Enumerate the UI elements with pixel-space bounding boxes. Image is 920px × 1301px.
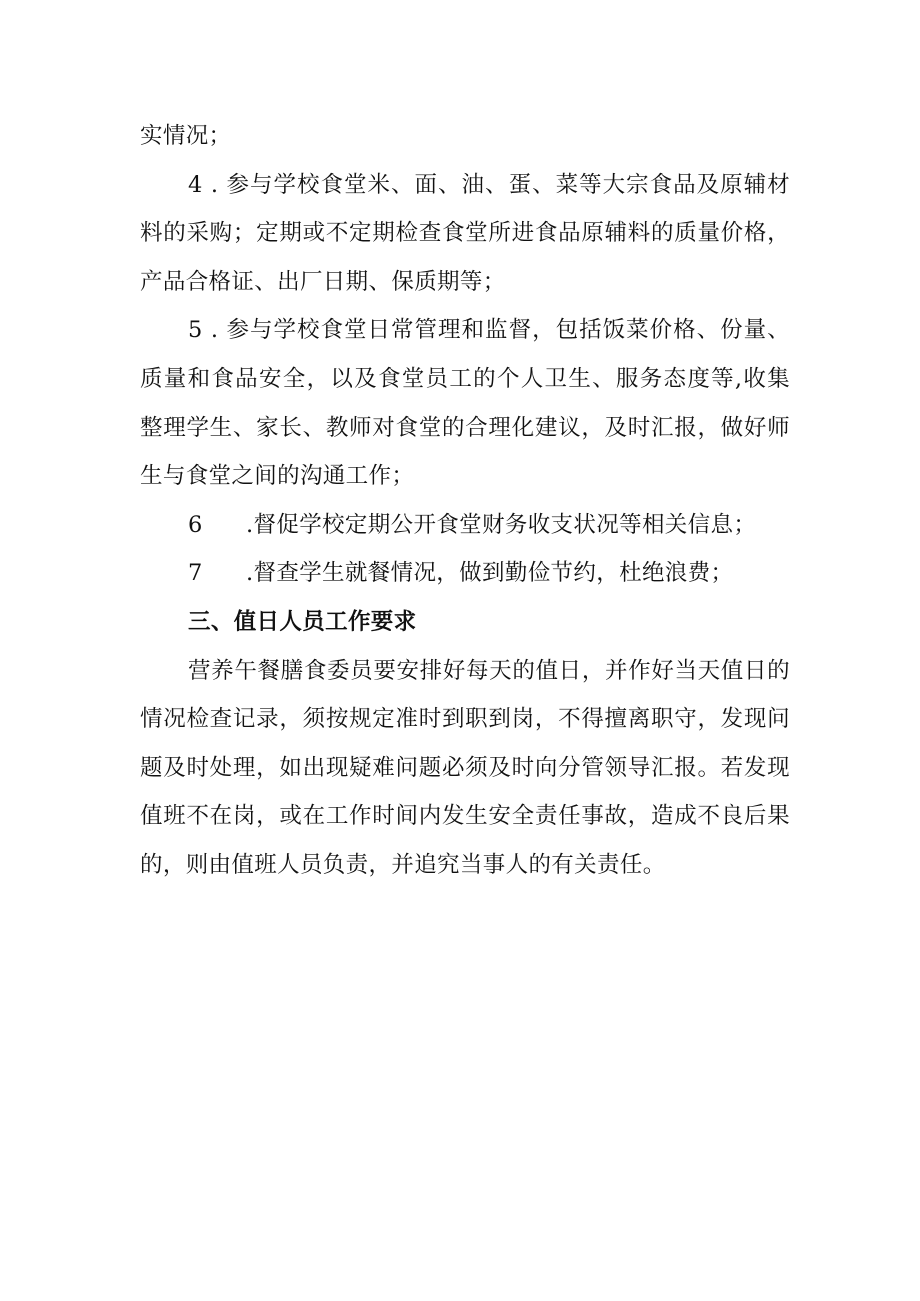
item-4-line-2: 料的采购；定期或不定期检查食堂所进食品原辅料的质量价格， (140, 220, 790, 247)
paragraph-line-4: 值班不在岗，或在工作时间内发生安全责任事故，造成不良后果 (140, 803, 790, 830)
item-7-text: .督查学生就餐情况，做到勤俭节约，杜绝浪费； (246, 560, 734, 587)
item-5-line-4: 生与食堂之间的沟通工作； (140, 463, 415, 490)
item-4-line-3: 产品合格证、出厂日期、保质期等； (140, 268, 506, 295)
text-line: 实情况； (140, 123, 232, 149)
item-6-number: 6 (188, 511, 203, 538)
document-page (140, 112, 790, 890)
item-7-number: 7 (188, 560, 203, 587)
item-5-line-2: 质量和食品安全，以及食堂员工的个人卫生、服务态度等,收集 (140, 365, 790, 392)
item-4-line-1: 4 . 参与学校食堂米、面、油、蛋、菜等大宗食品及原辅材 (188, 171, 790, 198)
paragraph-line-5: 的，则由值班人员负责，并追究当事人的有关责任。 (140, 851, 666, 878)
paragraph-line-2: 情况检查记录，须按规定准时到职到岗，不得擅离职守，发现问 (140, 706, 790, 733)
item-6-line (140, 501, 790, 550)
item-7-line (140, 549, 790, 598)
item-6-text: .督促学校定期公开食堂财务收支状况等相关信息； (246, 511, 757, 538)
paragraph-line-3: 题及时处理，如出现疑难问题必须及时向分管领导汇报。若发现 (140, 754, 790, 781)
paragraph-line-1: 营养午餐膳食委员要安排好每天的值日，并作好当天值日的 (188, 657, 790, 684)
section-heading: 三、值日人员工作要求 (188, 608, 417, 635)
item-5-line-3: 整理学生、家长、教师对食堂的合理化建议，及时汇报，做好师 (140, 414, 790, 441)
item-5-line-1: 5 . 参与学校食堂日常管理和监督，包括饭菜价格、份量、 (188, 317, 790, 344)
